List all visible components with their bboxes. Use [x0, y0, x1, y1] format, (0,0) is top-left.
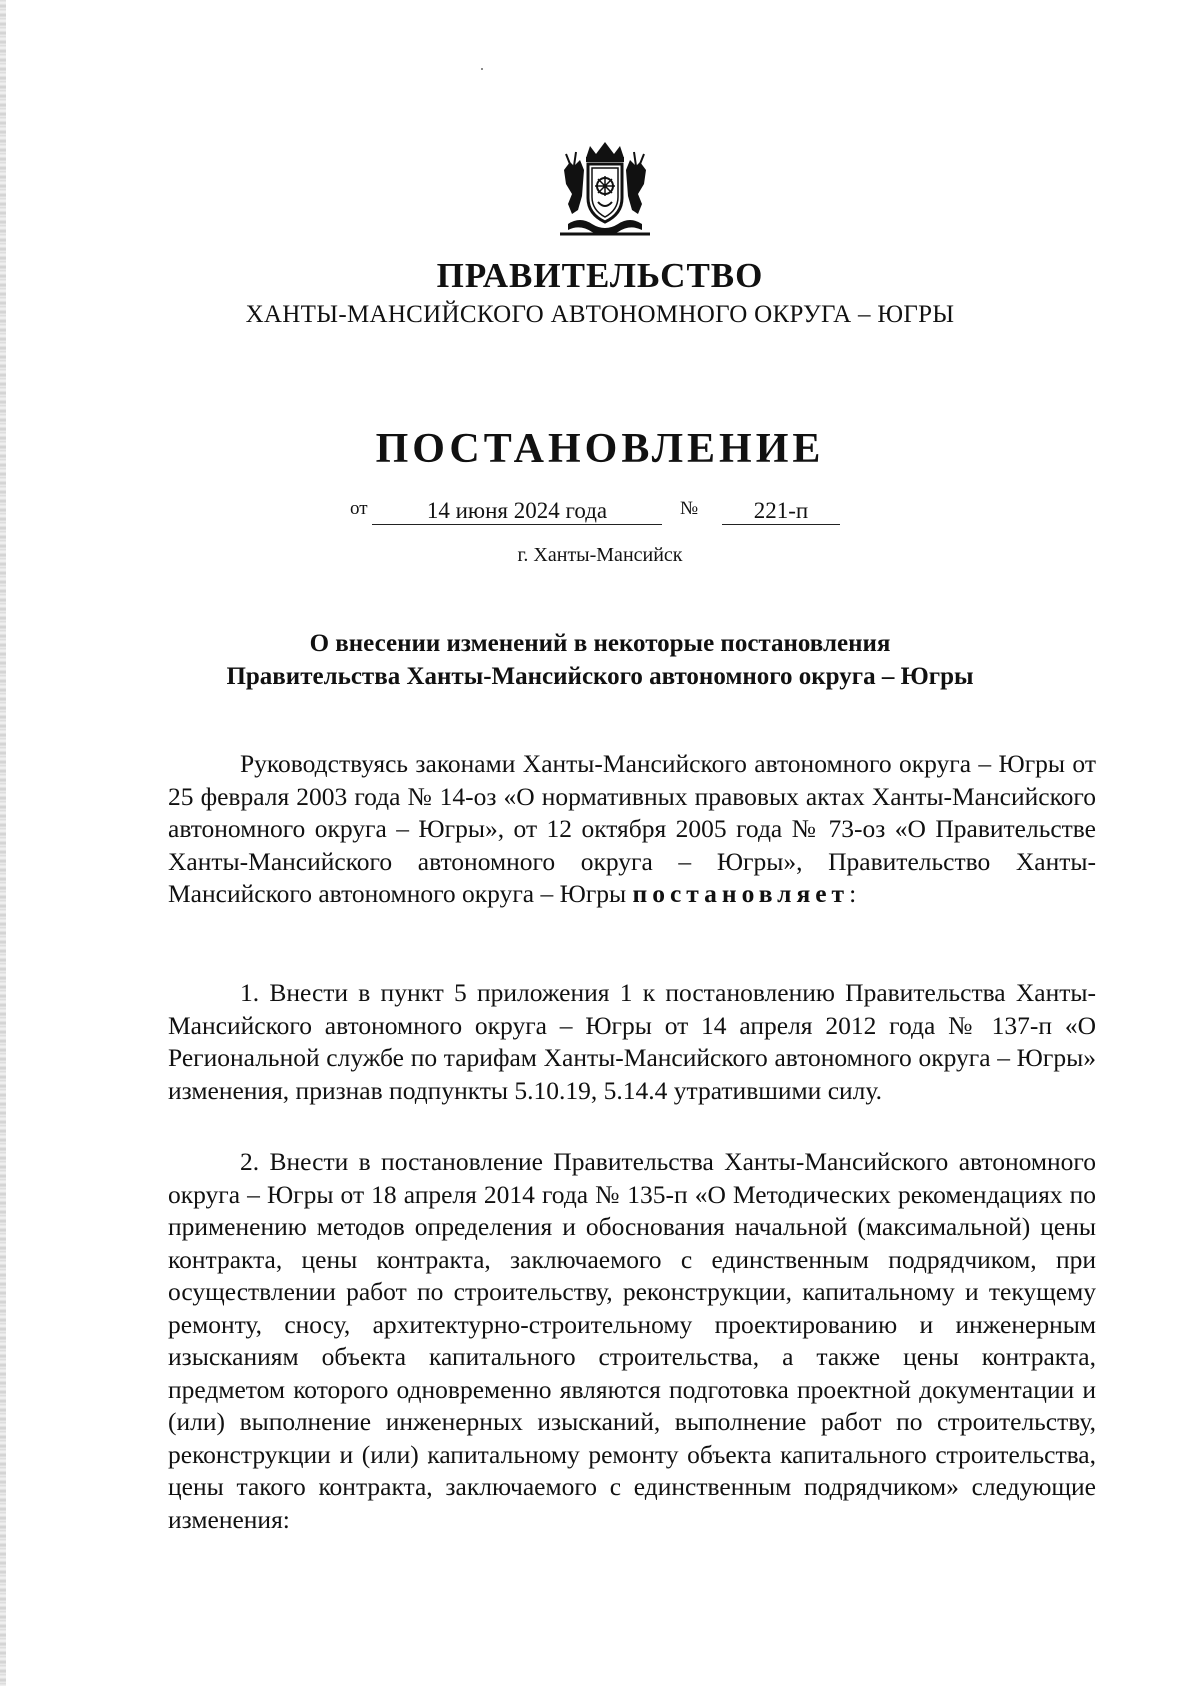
coat-of-arms-emblem-icon — [550, 140, 660, 242]
document-number: 221-п — [722, 498, 840, 525]
item-1-paragraph — [168, 977, 1096, 1107]
region-title: ХАНТЫ-МАНСИЙСКОГО АВТОНОМНОГО ОКРУГА – ЮГРЫ — [245, 301, 955, 328]
date-number-line — [350, 498, 890, 530]
document-city: г. Ханты-Мансийск — [517, 544, 683, 566]
preamble-text: Руководствуясь законами Ханты-Мансийского автономного округа – Югры от 25 февраля 2003 года № 14-оз «О нормативных правовых актах Ханты-Мансийского автономного округа – Югры», от 12 октября 2005 года № 73-оз «О Правительстве Ханты-Мансийского автономного округа – Югры», Правительство Ханты-Мансийского автономного округа – Югры — [168, 749, 1096, 908]
resolves-suffix: : — [849, 879, 857, 908]
scan-edge — [0, 0, 6, 1686]
item-2-text: 2. Внести в постановление Правительства Ханты-Мансийского автономного округа – Югры от 18 апреля 2014 года № 135-п «О Методических рекомендациях по применению методов определения и обоснования начальной (максимальной) цены контракта, цены контракта, заключаемого с единственным подрядчиком, при осуществлении работ по строительству, реконструкции, капитальному и текущему ремонту, сносу, архитектурно-строительному проектированию и инженерным изысканиям объекта капитального строительства, а также цены контракта, предметом которого одновременно являются подготовка проектной документации и (или) выполнение инженерных изысканий, выполнение работ по строительству, реконструкции и (или) капитальному ремонту объекта капитального строительства, цены такого контракта, заключаемого с единственным подрядчиком» следующие изменения: — [168, 1147, 1096, 1534]
document-subject — [0, 627, 1200, 693]
number-prefix: № — [680, 498, 699, 519]
item-1-text: 1. Внести в пункт 5 приложения 1 к постановлению Правительства Ханты-Мансийского автономного округа – Югры от 14 апреля 2012 года № 137-п «О Региональной службе по тарифам Ханты-Мансийского автономного округа – Югры» изменения, признав подпункты 5.10.19, 5.14.4 утратившими силу. — [168, 978, 1096, 1105]
date-prefix: от — [350, 498, 368, 519]
subject-line-2: Правительства Ханты-Мансийского автономного округа – Югры — [226, 663, 974, 690]
resolves-word: постановляет — [632, 879, 850, 908]
preamble-paragraph — [168, 748, 1096, 911]
document-date: 14 июня 2024 года — [372, 498, 662, 525]
government-title: ПРАВИТЕЛЬСТВО — [436, 256, 764, 295]
document-type: ПОСТАНОВЛЕНИЕ — [375, 426, 825, 472]
scan-speck — [481, 68, 483, 70]
item-2-paragraph — [168, 1146, 1096, 1536]
subject-line-1: О внесении изменений в некоторые постановления — [309, 630, 891, 657]
